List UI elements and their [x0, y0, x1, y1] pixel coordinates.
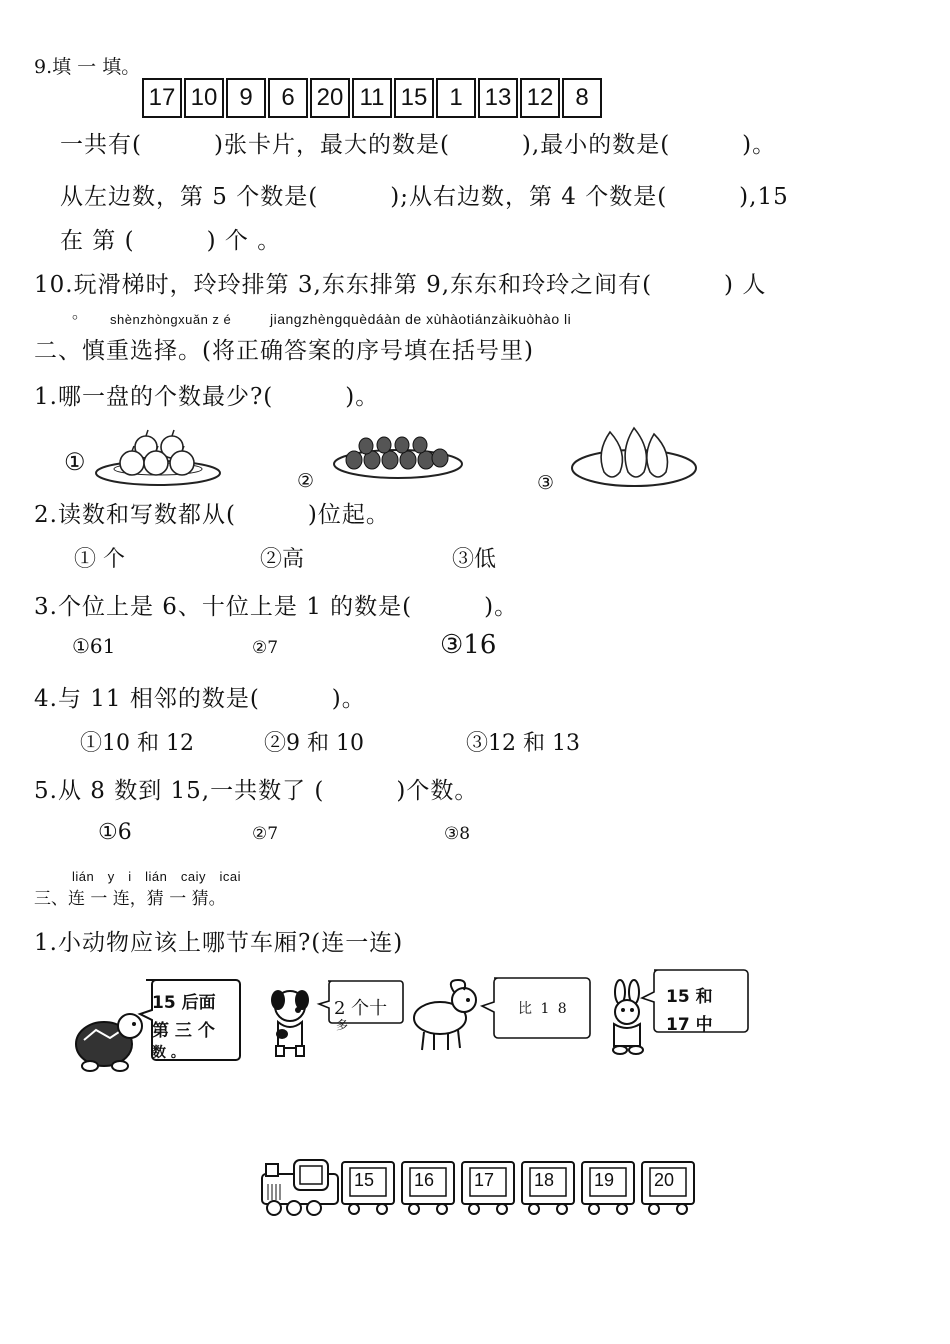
s2-q1-opt1: ①	[64, 448, 86, 476]
q9-line1: 一共有( )张卡片，最大的数是( ),最小的数是( )。	[60, 132, 777, 158]
number-card: 8	[562, 78, 602, 118]
s2-q4-text: 4.与 11 相邻的数是( )。	[34, 686, 366, 712]
s2-q2-opt3: ③低	[452, 547, 497, 572]
s2-q5-opt2: ②7	[252, 824, 279, 844]
apple-plate-image	[88, 425, 228, 495]
number-card: 17	[142, 78, 182, 118]
s2-q2-opt2: ②高	[260, 547, 305, 572]
number-card: 6	[268, 78, 308, 118]
s2-q1-text: 1.哪一盘的个数最少?( )。	[34, 384, 380, 410]
s2-q5-text: 5.从 8 数到 15,一共数了 ( )个数。	[34, 778, 479, 804]
s2-q1-opt3: ③	[537, 472, 555, 494]
train-wheel	[349, 1204, 359, 1214]
rabbit-bubble-line2: 17 中	[666, 1015, 713, 1035]
turtle-bubble-line1: 15 后面	[152, 993, 216, 1013]
number-card: 10	[184, 78, 224, 118]
number-card: 12	[520, 78, 560, 118]
s2-q2-opt1: ① 个	[74, 547, 125, 572]
turtle-bubble-line2: 第 三 个	[152, 1021, 215, 1041]
q10-text: 10.玩滑梯时，玲玲排第 3,东东排第 9,东东和玲玲之间有( ) 人	[34, 272, 767, 298]
q10-tail: 。	[72, 303, 90, 322]
dog-image	[258, 988, 322, 1060]
train-wheel	[409, 1204, 419, 1214]
number-card: 11	[352, 78, 392, 118]
train-car-number: 16	[414, 1170, 435, 1190]
s2-q3-opt3: ③16	[440, 630, 497, 660]
train-wheel	[437, 1204, 447, 1214]
turtle-bubble-line3: 数 。	[152, 1045, 185, 1061]
section2-title: 二、慎重选择。(将正确答案的序号填在括号里)	[34, 338, 534, 364]
number-card: 1	[436, 78, 476, 118]
train-wheel	[529, 1204, 539, 1214]
s2-q4-opt1: ①10 和 12	[80, 731, 194, 756]
sheep-bubble-text: 比 1 8	[518, 1001, 569, 1017]
q9-line2: 从左边数，第 5 个数是( );从右边数，第 4 个数是( ),15	[60, 184, 789, 210]
train-wheel	[469, 1204, 479, 1214]
train-wheel	[557, 1204, 567, 1214]
train-wheel	[617, 1204, 627, 1214]
s2-q4-opt2: ②9 和 10	[264, 731, 364, 756]
section3-pinyin: lián y i lián caiy icai	[72, 869, 241, 884]
q9-line3: 在 第 ( ) 个 。	[60, 228, 282, 254]
s2-q3-text: 3.个位上是 6、十位上是 1 的数是( )。	[34, 594, 519, 620]
train-car-number: 18	[534, 1170, 555, 1190]
number-card: 20	[310, 78, 350, 118]
train-car-number: 20	[654, 1170, 675, 1190]
train-wheel	[677, 1204, 687, 1214]
number-cards	[142, 78, 602, 118]
s2-q3-opt2: ②7	[252, 638, 279, 658]
s2-q2-text: 2.读数和写数都从( )位起。	[34, 502, 390, 528]
number-card: 15	[394, 78, 434, 118]
train-car-number: 17	[474, 1170, 495, 1190]
pear-plate-image	[570, 422, 700, 492]
s2-q1-opt2: ②	[297, 470, 315, 492]
s2-q4-opt3: ③12 和 13	[466, 731, 580, 756]
s2-q5-opt1: ①6	[98, 820, 132, 845]
s2-q3-opt1: ①61	[72, 634, 116, 658]
number-card: 9	[226, 78, 266, 118]
strawberry-plate-image	[332, 430, 467, 490]
q9-title: 9.填 一 填。	[34, 56, 141, 78]
section2-pinyin-a: shènzhòngxuǎn z é	[110, 312, 232, 327]
train-wheel	[649, 1204, 659, 1214]
rabbit-bubble-line2-clip	[666, 1010, 713, 1035]
train-car-number: 19	[594, 1170, 615, 1190]
sheep-image	[404, 978, 488, 1052]
train-wheel	[589, 1204, 599, 1214]
train-wheel	[377, 1204, 387, 1214]
section3-title: 三、连 一 连，猜 一 猜。	[34, 889, 226, 909]
dog-bubble-line1: 2 个十	[334, 998, 388, 1019]
s2-q5-opt3: ③8	[444, 824, 471, 844]
s3-q1-text: 1.小动物应该上哪节车厢?(连一连)	[34, 930, 404, 956]
number-card: 13	[478, 78, 518, 118]
section2-pinyin-b: jiangzhèngquèdáàn de xùhàotiánzàikuòhào li	[270, 311, 572, 327]
train-wheel	[497, 1204, 507, 1214]
rabbit-bubble-line1: 15 和	[666, 987, 713, 1007]
dog-bubble-line2: 多	[336, 1018, 349, 1032]
train-car-number: 15	[354, 1170, 375, 1190]
